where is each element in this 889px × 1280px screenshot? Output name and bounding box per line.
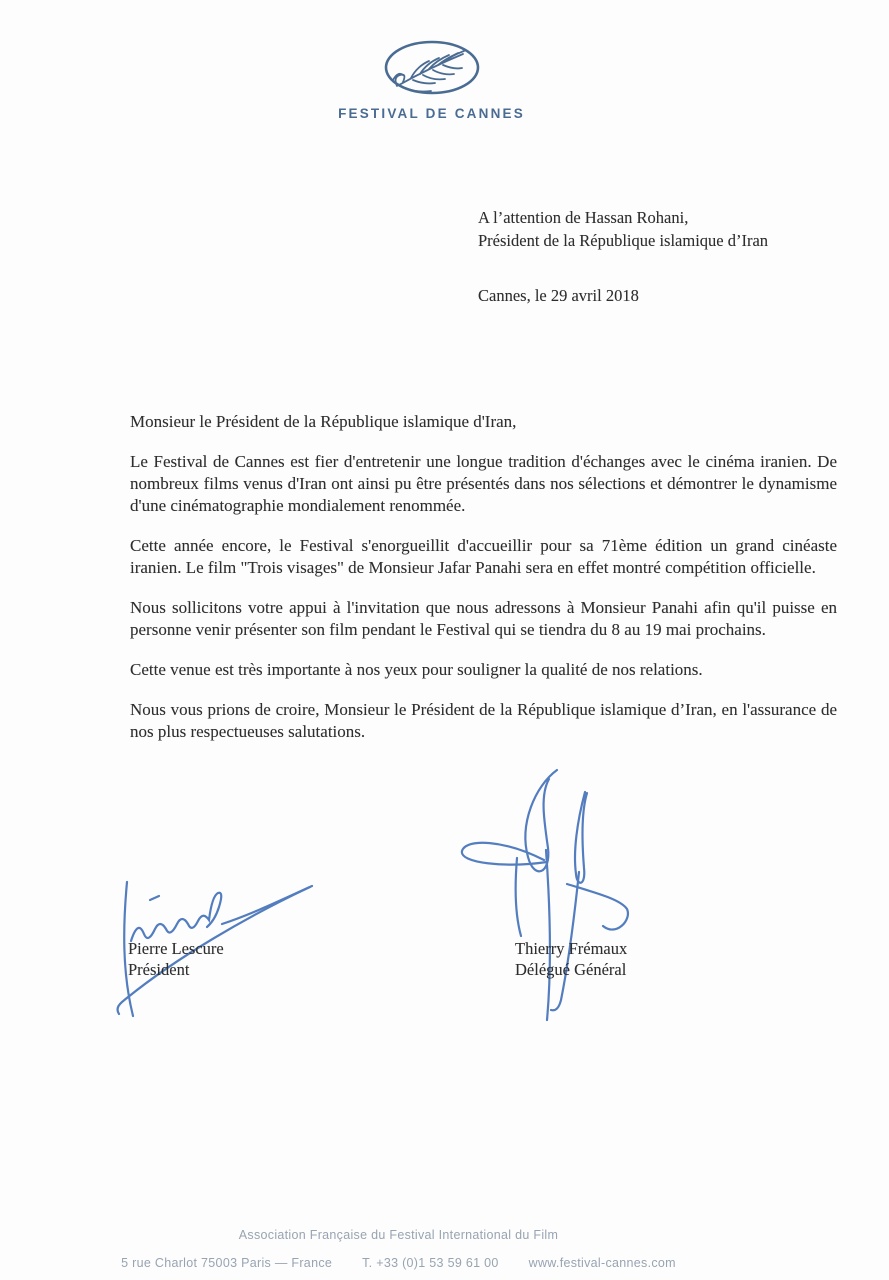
dateline: Cannes, le 29 avril 2018 bbox=[478, 286, 639, 305]
footer-phone: T. +33 (0)1 53 59 61 00 bbox=[362, 1256, 499, 1270]
letterhead bbox=[0, 38, 889, 123]
signatory-title: Président bbox=[128, 960, 190, 979]
footer-website: www.festival-cannes.com bbox=[528, 1256, 676, 1270]
letterhead-inner bbox=[338, 38, 525, 121]
logo-wordmark: FESTIVAL DE CANNES bbox=[338, 106, 525, 121]
signatory-right bbox=[515, 938, 627, 980]
footer bbox=[0, 1228, 889, 1270]
signatory-left bbox=[128, 938, 224, 980]
footer-inner bbox=[121, 1228, 676, 1270]
palm-icon bbox=[393, 51, 464, 92]
footer-association: Association Française du Festival International du Film bbox=[238, 1228, 559, 1242]
paragraph: Cette année encore, le Festival s'enorgueillit d'accueillir pour sa 71ème édition un grand cinéaste iranien. Le film "Trois visages" de Monsieur Jafar Panahi sera en effet montré compétition officielle. bbox=[130, 536, 837, 577]
recipient-block bbox=[478, 206, 768, 252]
salutation: Monsieur le Président de la République islamique d'Iran, bbox=[130, 412, 517, 431]
letter-body bbox=[130, 411, 837, 761]
paragraph: Cette venue est très importante à nos yeux pour souligner la qualité de nos relations. bbox=[130, 660, 703, 679]
signatory-name: Thierry Frémaux bbox=[515, 939, 628, 958]
footer-contact-row bbox=[121, 1256, 676, 1270]
thierry-fremaux-signature bbox=[462, 770, 628, 1020]
paragraph: Nous vous prions de croire, Monsieur le Président de la République islamique d’Iran, en l'assurance de nos plus respectueuses salutations. bbox=[130, 700, 837, 741]
signatory-name: Pierre Lescure bbox=[128, 939, 224, 958]
signatory-title: Délégué Général bbox=[515, 960, 627, 979]
paragraph: Le Festival de Cannes est fier d'entretenir une longue tradition d'échanges avec le cinéma iranien. De nombreux films venus d'Iran ont ainsi pu être présentés dans nos sélections et démontrer le dynamisme d'une cinématographie mondialement renommée. bbox=[130, 452, 837, 515]
paragraph: Nous sollicitons votre appui à l'invitation que nous adressons à Monsieur Panahi afin qu'il puisse en personne venir présenter son film pendant le Festival qui se tiendra du 8 au 19 mai prochains. bbox=[130, 598, 837, 639]
recipient-line: Président de la République islamique d’Iran bbox=[478, 231, 769, 250]
recipient-line: A l’attention de Hassan Rohani, bbox=[478, 208, 689, 227]
footer-address: 5 rue Charlot 75003 Paris — France bbox=[121, 1256, 333, 1270]
festival-de-cannes-logo bbox=[377, 38, 487, 98]
